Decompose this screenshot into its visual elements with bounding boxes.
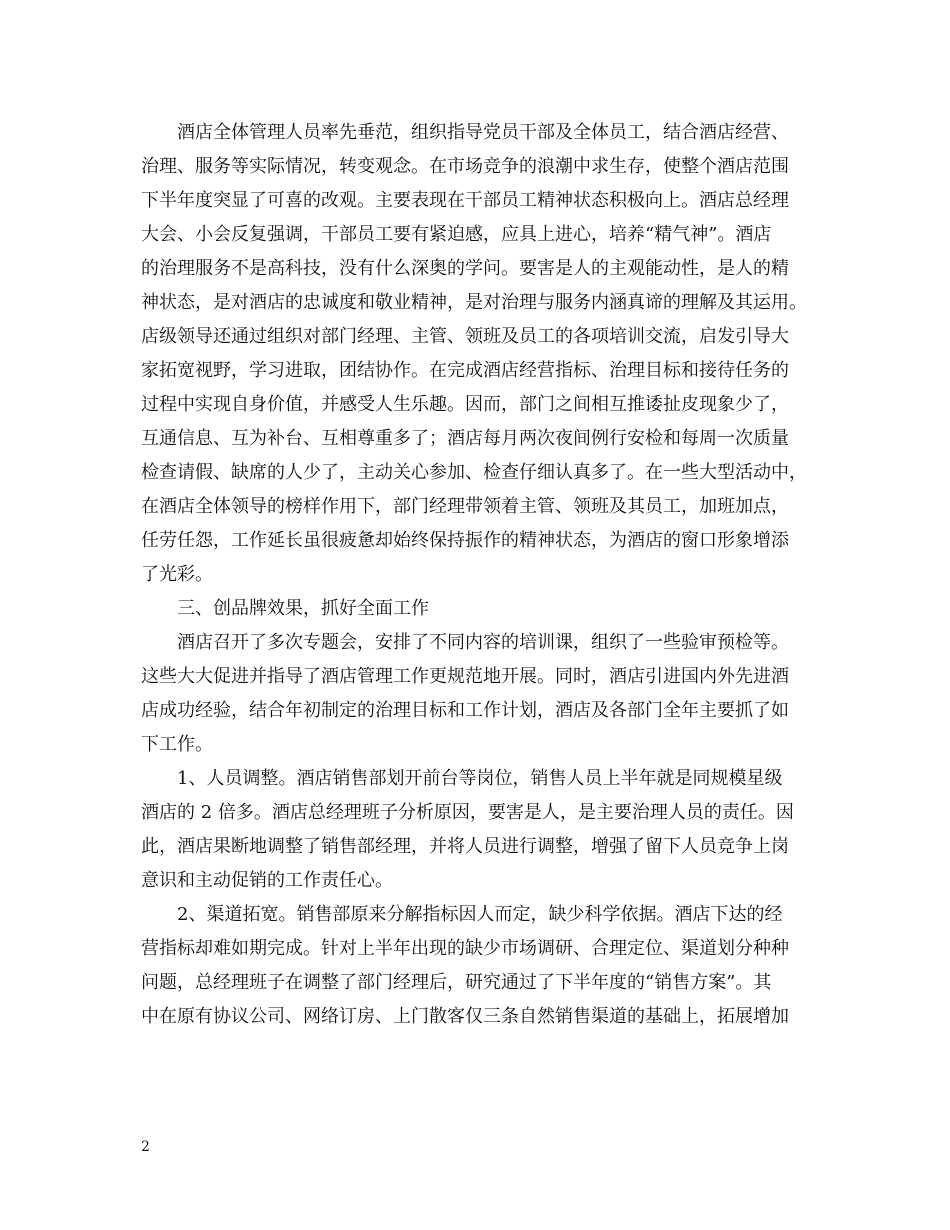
text-line: 营指标却难如期完成。针对上半年出现的缺少市场调研、合理定位、渠道划分种种	[141, 938, 789, 959]
text-line: 酒店的 2 倍多。酒店总经理班子分析原因，要害是人，是主要治理人员的责任。因	[141, 802, 794, 823]
text-line: 神状态，是对酒店的忠诚度和敬业精神，是对治理与服务内涵真谛的理解及其运用。	[141, 292, 807, 313]
text-line: 2、渠道拓宽。销售部原来分解指标因人而定，缺少科学依据。酒店下达的经	[177, 904, 783, 925]
text-line: 酒店召开了多次专题会，安排了不同内容的培训课，组织了一些验审预检等。	[177, 632, 789, 653]
text-line: 三、创品牌效果，抓好全面工作	[177, 598, 429, 619]
text-line: 的治理服务不是高科技，没有什么深奥的学问。要害是人的主观能动性，是人的精	[141, 258, 789, 279]
text-line: 店级领导还通过组织对部门经理、主管、领班及员工的各项培训交流，启发引导大	[141, 326, 789, 347]
text-line: 问题，总经理班子在调整了部门经理后，研究通过了下半年度的“销售方案”。其	[141, 972, 772, 993]
text-line: 这些大大促进并指导了酒店管理工作更规范地开展。同时，酒店引进国内外先进酒	[141, 666, 789, 687]
text-line: 检查请假、缺席的人少了，主动关心参加、检查仔细认真多了。在一些大型活动中，	[141, 462, 807, 483]
text-line: 酒店全体管理人员率先垂范，组织指导党员干部及全体员工，结合酒店经营、	[177, 122, 789, 143]
text-line: 了光彩。	[141, 564, 213, 585]
text-line: 大会、小会反复强调，干部员工要有紧迫感，应具上进心，培养“精气神”。酒店	[141, 224, 772, 245]
text-line: 此，酒店果断地调整了销售部经理，并将人员进行调整，增强了留下人员竞争上岗	[141, 836, 789, 857]
text-line: 中在原有协议公司、网络订房、上门散客仅三条自然销售渠道的基础上，拓展增加	[141, 1006, 789, 1027]
text-line: 店成功经验，结合年初制定的治理目标和工作计划，酒店及各部门全年主要抓了如	[141, 700, 789, 721]
page-number: 2	[141, 1139, 150, 1155]
text-line: 治理、服务等实际情况，转变观念。在市场竞争的浪潮中求生存，使整个酒店范围	[141, 156, 789, 177]
body-text	[141, 116, 821, 1034]
text-line: 任劳任怨，工作延长虽很疲惫却始终保持振作的精神状态，为酒店的窗口形象增添	[141, 530, 789, 551]
text-line: 1、人员调整。酒店销售部划开前台等岗位，销售人员上半年就是同规模星级	[177, 768, 783, 789]
text-line: 在酒店全体领导的榜样作用下，部门经理带领着主管、领班及其员工，加班加点，	[141, 496, 789, 517]
text-line: 下半年度突显了可喜的改观。主要表现在干部员工精神状态积极向上。酒店总经理	[141, 190, 789, 211]
text-line: 意识和主动促销的工作责任心。	[141, 870, 393, 891]
text-line: 家拓宽视野，学习进取，团结协作。在完成酒店经营指标、治理目标和接待任务的	[141, 360, 789, 381]
text-line: 互通信息、互为补台、互相尊重多了；酒店每月两次夜间例行安检和每周一次质量	[141, 428, 789, 449]
text-line: 下工作。	[141, 734, 213, 755]
text-line: 过程中实现自身价值，并感受人生乐趣。因而，部门之间相互推诿扯皮现象少了，	[141, 394, 789, 415]
